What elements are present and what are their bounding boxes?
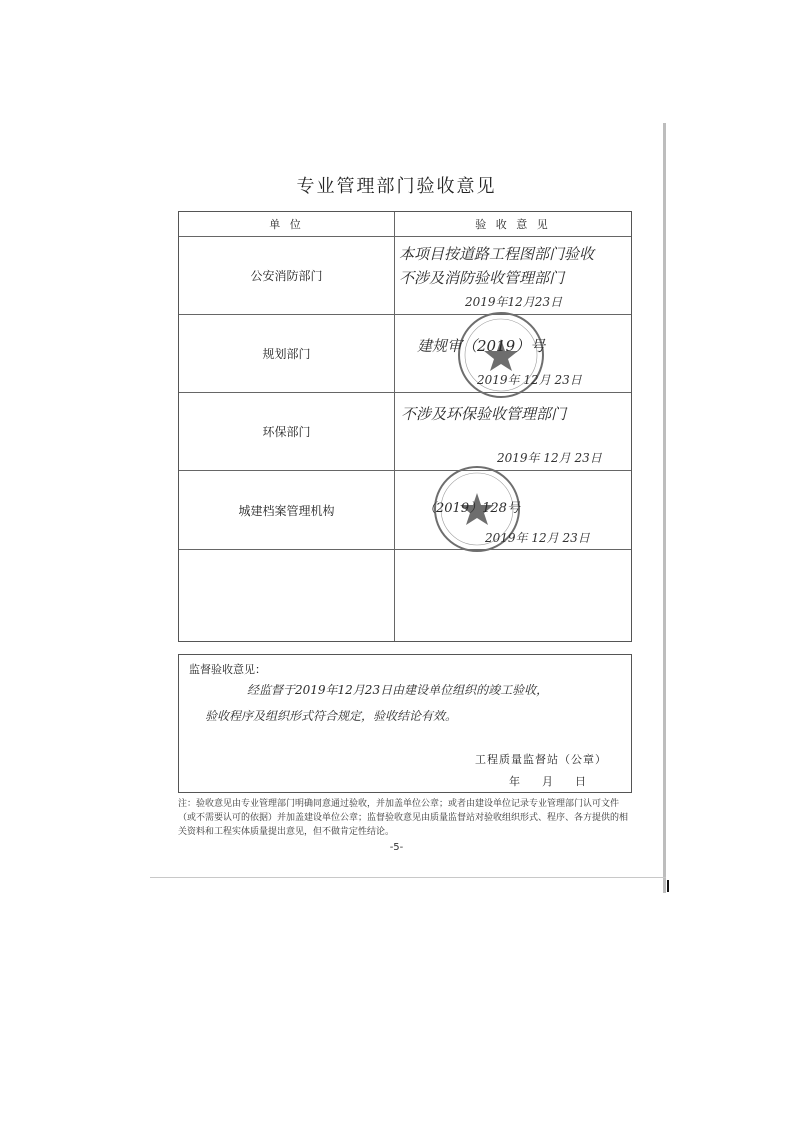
header-opinion: 验 收 意 见: [475, 218, 551, 231]
page-shadow: [663, 123, 666, 893]
supervision-label: 监督验收意见：: [189, 663, 266, 676]
unit-label: 规划部门: [262, 347, 311, 361]
page-bottom-edge: [150, 877, 666, 878]
unit-label: 环保部门: [262, 425, 311, 439]
unit-label: 公安消防部门: [250, 269, 323, 283]
supervision-station: 工程质量监督站（公章）: [475, 753, 607, 766]
opinion-cell: [395, 550, 631, 641]
supervision-opinion-box: [178, 654, 632, 793]
opinion-cell: [395, 237, 631, 314]
opinion-date: 2019年 12月 23日: [477, 373, 582, 387]
handwritten-opinion: 本项目按道路工程图部门验收: [399, 245, 595, 263]
table-row: [179, 237, 631, 315]
footnote: 注：验收意见由专业管理部门明确同意通过验收，并加盖单位公章；或者由建设单位记录专业管理部门认可文件（或不需要认可的依据）并加盖建设单位公章；监督验收意见由质量监督站对验收组织形式、程序、各方提供的相关资料和工程实体质量提出意见，但不做肯定性结论。: [178, 799, 629, 837]
handwritten-opinion: 不涉及消防验收管理部门: [399, 269, 565, 287]
unit-label: 城建档案管理机构: [238, 503, 335, 518]
acceptance-opinion-table: [178, 211, 632, 642]
page-edge-mark: [667, 880, 669, 892]
table-header-row: [179, 212, 631, 237]
opinion-date: 2019年 12月 23日: [497, 451, 602, 465]
supervision-date: 年 月 日: [509, 775, 586, 788]
opinion-date: 2019年 12月 23日: [485, 531, 590, 545]
handwritten-opinion: 建规审（2019）号: [417, 337, 546, 355]
opinion-cell: [395, 315, 631, 392]
table-row-blank: [179, 550, 631, 641]
opinion-cell: [395, 393, 631, 470]
page-number: -5-: [389, 842, 404, 853]
unit-label: [179, 550, 394, 641]
opinion-cell: [395, 471, 631, 549]
table-row: [179, 315, 631, 393]
opinion-date: 2019年12月23日: [465, 295, 563, 309]
table-row: [179, 471, 631, 550]
header-unit: 单 位: [269, 218, 304, 231]
handwritten-opinion: （2019）128号: [423, 501, 520, 516]
document-title: 专业管理部门验收意见: [296, 176, 497, 197]
table-row: [179, 393, 631, 471]
handwritten-supervision-opinion: 验收程序及组织形式符合规定，验收结论有效。: [205, 709, 458, 723]
handwritten-supervision-opinion: 经监督于2019年12月23日由建设单位组织的竣工验收，: [247, 683, 549, 697]
handwritten-opinion: 不涉及环保验收管理部门: [401, 405, 567, 423]
